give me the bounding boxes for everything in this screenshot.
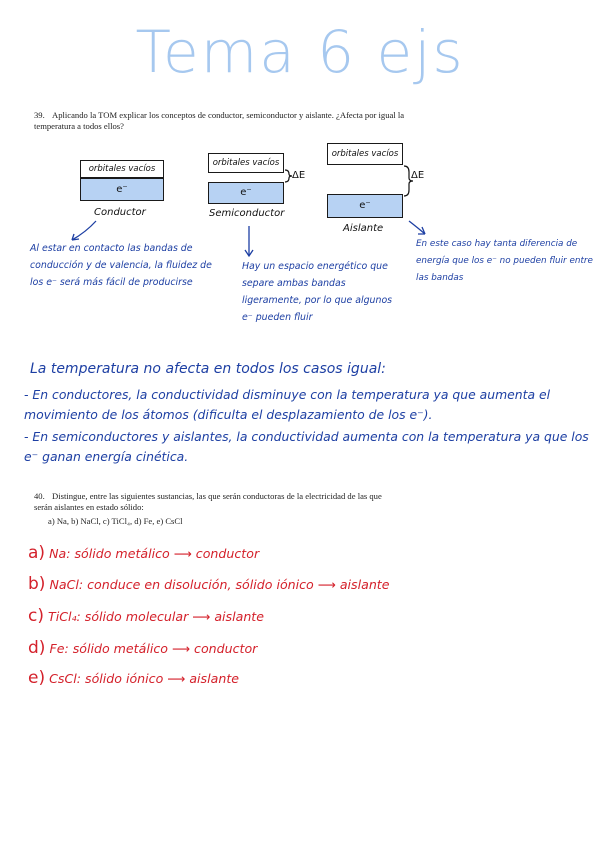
answer-e <box>28 668 239 688</box>
answer-e-letter: e) <box>28 668 46 688</box>
answer-c <box>28 606 264 626</box>
answer-c-letter: c) <box>28 606 44 626</box>
semiconductor-caption: Semiconductor <box>209 208 285 219</box>
answer-d-letter: d) <box>28 638 46 658</box>
question-40-number: 40. <box>34 491 45 501</box>
answer-b <box>28 574 389 594</box>
answer-d-text: Fe: sólido metálico ⟶ conductor <box>49 641 258 656</box>
insulator-gap-label: ΔE <box>411 170 425 181</box>
answer-a <box>28 543 259 563</box>
insulator-empty-label: orbitales vacíos <box>331 149 399 159</box>
conductor-empty-label: orbitales vacíos <box>88 164 156 174</box>
insulator-caption: Aislante <box>343 223 384 234</box>
question-39-number: 39. <box>34 110 45 120</box>
question-40-options: a) Na, b) NaCl, c) TiCl₄, d) Fe, e) CsCl <box>48 516 183 526</box>
question-40 <box>34 491 402 513</box>
conductor-electron-label: e⁻ <box>116 184 128 195</box>
answer-a-letter: a) <box>28 543 46 563</box>
semiconductor-note: Hay un espacio energético que separe ambas bandas ligeramente, por lo que algunos e⁻ pueden fluir <box>242 261 393 323</box>
answer-e-text: CsCl: sólido iónico ⟶ aislante <box>49 671 240 686</box>
answer-a-text: Na: sólido metálico ⟶ conductor <box>49 546 260 561</box>
insulator-electron-label: e⁻ <box>359 200 371 211</box>
answer-b-text: NaCl: conduce en disolución, sólido iónico ⟶ aislante <box>49 577 390 592</box>
conductor-note: Al estar en contacto las bandas de conducción y de valencia, la fluidez de los e⁻ será más fácil de producirse <box>30 243 212 288</box>
insulator-note: En este caso hay tanta diferencia de energía que los e⁻ no pueden fluir entre las bandas <box>416 239 593 283</box>
page-title: Tema 6 ejs <box>135 18 465 86</box>
question-39-text: Aplicando la TOM explicar los conceptos de conductor, semiconductor y aislante. ¿Afecta por igual la temperatura a todos ellos? <box>34 110 405 131</box>
insulator-brace <box>404 166 413 196</box>
temperature-point-conductors: - En conductores, la conductividad disminuye con la temperatura ya que aumenta el movimiento de los átomos (dificulta el desplazamiento de los e⁻). <box>24 387 551 422</box>
answer-c-text: TiCl₄: sólido molecular ⟶ aislante <box>48 609 264 624</box>
semiconductor-gap-label: ΔE <box>292 170 306 181</box>
answer-d <box>28 638 257 658</box>
temperature-point-semiconductors: - En semiconductores y aislantes, la conductividad aumenta con la temperatura ya que los e⁻ ganan energía cinética. <box>24 429 589 464</box>
temperature-heading: La temperatura no afecta en todos los casos igual: <box>30 361 386 377</box>
conductor-arrow <box>72 221 96 240</box>
answer-b-letter: b) <box>28 574 46 594</box>
semiconductor-electron-label: e⁻ <box>240 187 252 198</box>
semiconductor-empty-label: orbitales vacíos <box>212 158 280 168</box>
conductor-caption: Conductor <box>94 207 146 218</box>
semiconductor-brace <box>285 170 292 182</box>
question-40-text: Distingue, entre las siguientes sustancias, las que serán conductoras de la electricidad de las que serán aislantes en estado sólido: <box>34 491 382 512</box>
